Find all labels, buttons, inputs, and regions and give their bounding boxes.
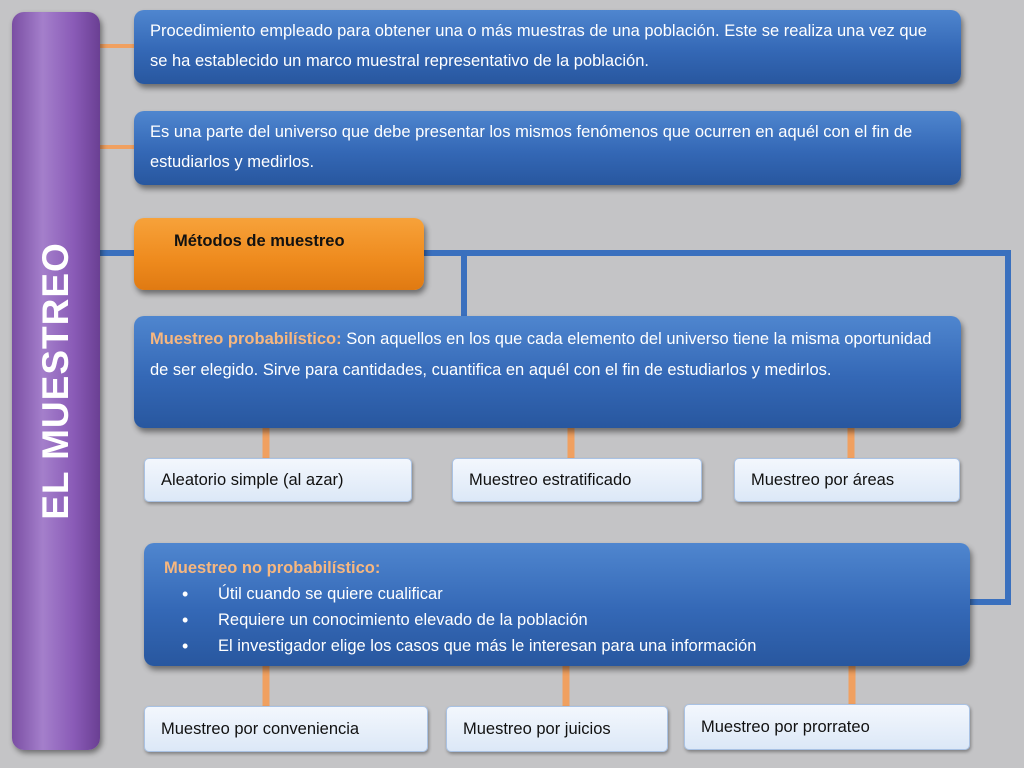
non-probabilistic-type-convenience (144, 706, 428, 752)
probabilistic-type-areas (734, 458, 960, 502)
probabilistic-box (134, 316, 961, 428)
methods-label: Métodos de muestreo (174, 232, 345, 250)
bullet-item: • El investigador elige los casos que más le interesan para una información (218, 633, 950, 659)
definition-procedure-text: Procedimiento empleado para obtener una o más muestras de una población. Este se realiza una vez que se ha establecido un marco muestral representativo de la población. (150, 22, 927, 70)
type-label: Muestreo por conveniencia (161, 719, 360, 738)
probabilistic-type-stratified (452, 458, 702, 502)
bullet-item: • Requiere un conocimiento elevado de la población (218, 607, 950, 633)
title-bar (12, 12, 100, 750)
non-probabilistic-type-quota (684, 704, 970, 750)
type-label: Muestreo estratificado (469, 470, 632, 489)
non-probabilistic-bullets (164, 581, 950, 659)
bullet-item: • Útil cuando se quiere cualificar (218, 581, 950, 607)
definition-box-sample (134, 111, 961, 185)
definition-box-procedure (134, 10, 961, 84)
non-probabilistic-type-judgment (446, 706, 668, 752)
type-label: Muestreo por juicios (463, 719, 611, 738)
type-label: Aleatorio simple (al azar) (161, 470, 344, 489)
non-probabilistic-box (144, 543, 970, 666)
definition-sample-text: Es una parte del universo que debe presentar los mismos fenómenos que ocurren en aquél con el fin de estudiarlos y medirlos. (150, 123, 913, 171)
type-label: Muestreo por áreas (751, 470, 895, 489)
probabilistic-term: Muestreo probabilístico: (150, 330, 342, 348)
probabilistic-type-simple-random (144, 458, 412, 502)
methods-box (134, 218, 424, 290)
non-probabilistic-term: Muestreo no probabilístico: (164, 559, 381, 577)
type-label: Muestreo por prorrateo (701, 717, 870, 736)
page-title: EL MUESTREO (35, 242, 76, 520)
probabilistic-description: Son aquellos en los que cada elemento del universo tiene la misma oportunidad de ser elegido. Sirve para cantidades, cuantifica en aquél con el fin de estudiarlos y medirlos. (150, 330, 932, 379)
